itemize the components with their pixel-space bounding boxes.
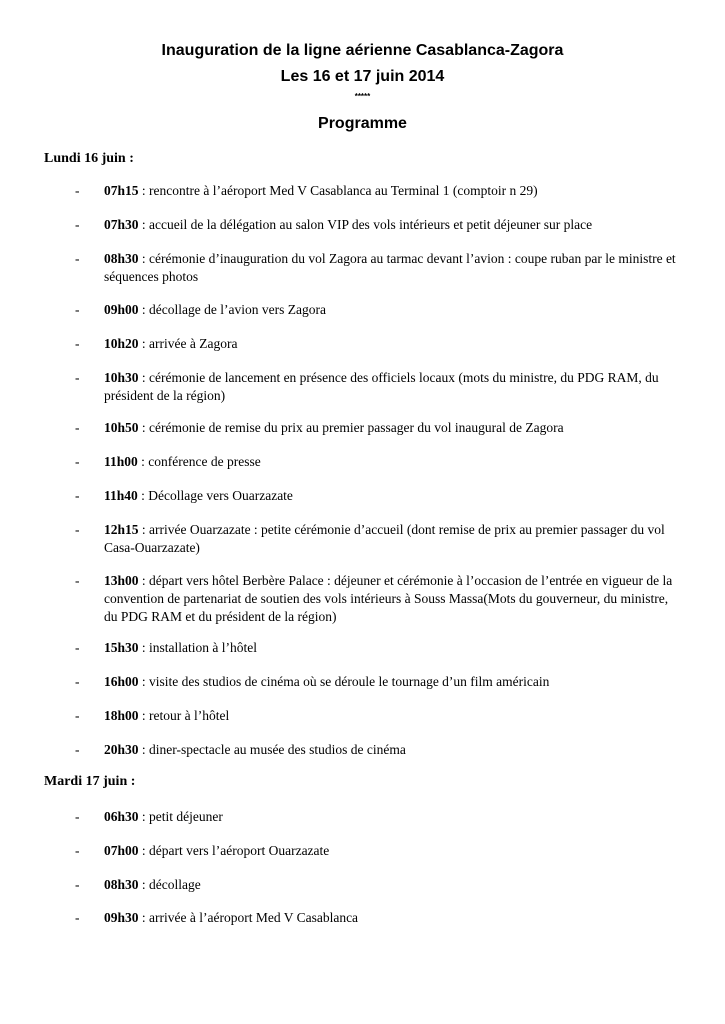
item-time: 15h30 <box>104 640 139 655</box>
item-time: 13h00 <box>104 573 139 588</box>
item-description: : Décollage vers Ouarzazate <box>137 488 293 503</box>
item-time: 18h00 <box>104 708 139 723</box>
bullet-dash: - <box>75 420 80 435</box>
item-description: : conférence de presse <box>137 454 261 469</box>
item-description: : installation à l’hôtel <box>138 640 257 655</box>
item-time: 10h50 <box>104 420 139 435</box>
bullet-dash: - <box>75 217 80 232</box>
bullet-dash: - <box>75 708 80 723</box>
bullet-dash: - <box>75 370 80 385</box>
title-separator: ***** <box>354 92 371 101</box>
bullet-dash: - <box>75 522 80 537</box>
item-description: : diner-spectacle au musée des studios de cinéma <box>138 742 406 757</box>
item-description: : décollage <box>138 877 201 892</box>
item-time: 11h40 <box>104 488 138 503</box>
item-time: 08h30 <box>104 877 139 892</box>
item-description: : départ vers hôtel Berbère Palace : déjeuner et cérémonie à l’occasion de l’entrée en vigueur de la convention de partenariat de soutien des vols intérieurs à Souss Massa(Mots du gouverneur, du ministre, du PDG RAM et du président de la région) <box>104 573 673 624</box>
item-time: 10h30 <box>104 370 139 385</box>
item-time: 07h00 <box>104 843 139 858</box>
bullet-dash: - <box>75 183 80 198</box>
bullet-dash: - <box>75 843 80 858</box>
item-description: : visite des studios de cinéma où se déroule le tournage d’un film américain <box>138 674 550 689</box>
document-title: Inauguration de la ligne aérienne Casablanca-Zagora <box>161 42 564 59</box>
bullet-dash: - <box>75 910 80 925</box>
item-time: 20h30 <box>104 742 139 757</box>
item-description: : arrivée à Zagora <box>138 336 238 351</box>
bullet-dash: - <box>75 573 80 588</box>
item-description: : rencontre à l’aéroport Med V Casablanca au Terminal 1 (comptoir n 29) <box>138 183 538 198</box>
bullet-dash: - <box>75 674 80 689</box>
bullet-dash: - <box>75 809 80 824</box>
item-description: : cérémonie d’inauguration du vol Zagora au tarmac devant l’avion : coupe ruban par le ministre et séquences photos <box>104 251 676 284</box>
bullet-dash: - <box>75 742 80 757</box>
bullet-dash: - <box>75 454 80 469</box>
programme-heading: Programme <box>318 115 407 132</box>
item-description: : décollage de l’avion vers Zagora <box>138 302 326 317</box>
item-time: 11h00 <box>104 454 138 469</box>
bullet-dash: - <box>75 877 80 892</box>
item-time: 07h30 <box>104 217 139 232</box>
bullet-dash: - <box>75 640 80 655</box>
day-heading-tuesday: Mardi 17 juin : <box>44 774 136 789</box>
item-description: : arrivée Ouarzazate : petite cérémonie d’accueil (dont remise de prix au premier passager du vol Casa-Ouarzazate) <box>104 522 665 555</box>
bullet-dash: - <box>75 302 80 317</box>
item-time: 06h30 <box>104 809 139 824</box>
bullet-dash: - <box>75 336 80 351</box>
bullet-dash: - <box>75 488 80 503</box>
item-time: 07h15 <box>104 183 139 198</box>
item-time: 12h15 <box>104 522 139 537</box>
document-dates: Les 16 et 17 juin 2014 <box>280 68 445 85</box>
item-description: : petit déjeuner <box>138 809 223 824</box>
day-heading-monday: Lundi 16 juin : <box>44 151 134 166</box>
item-time: 09h00 <box>104 302 139 317</box>
item-description: : retour à l’hôtel <box>138 708 230 723</box>
item-description: : cérémonie de remise du prix au premier passager du vol inaugural de Zagora <box>138 420 564 435</box>
item-description: : cérémonie de lancement en présence des officiels locaux (mots du ministre, du PDG RAM, du président de la région) <box>104 370 659 403</box>
item-time: 09h30 <box>104 910 139 925</box>
item-description: : arrivée à l’aéroport Med V Casablanca <box>138 910 359 925</box>
item-time: 16h00 <box>104 674 139 689</box>
item-description: : accueil de la délégation au salon VIP des vols intérieurs et petit déjeuner sur place <box>138 217 593 232</box>
bullet-dash: - <box>75 251 80 266</box>
item-description: : départ vers l’aéroport Ouarzazate <box>138 843 330 858</box>
item-time: 10h20 <box>104 336 139 351</box>
item-time: 08h30 <box>104 251 139 266</box>
